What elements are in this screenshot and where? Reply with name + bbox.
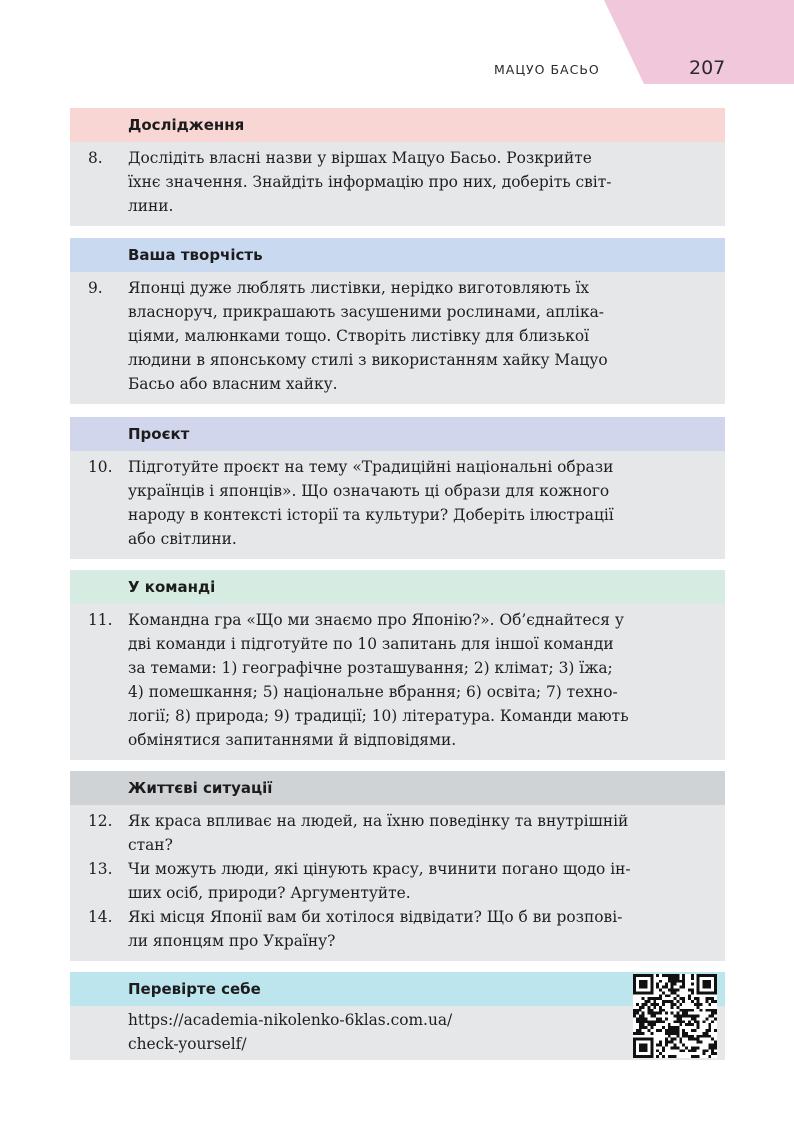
task-number: 10.	[88, 458, 113, 476]
task-text: Підготуйте проєкт на тему «Традиційні національні образи українців і японців». Що означають ці образи для кожного народу в контексті історії та культури? Доберіть ілюстрації або світлини.	[128, 458, 614, 548]
section-life-situations	[70, 771, 725, 961]
task-item	[82, 857, 713, 905]
qr-code-icon	[633, 974, 717, 1058]
task-item	[82, 905, 713, 953]
task-number: 8.	[88, 149, 103, 167]
section-creativity	[70, 238, 725, 404]
task-number: 9.	[88, 279, 103, 297]
task-text: Командна гра «Що ми знаємо про Японію?». Об’єднайтеся у дві команди і підготуйте по 10 запитань для іншої команди за темами: 1) географічне розташування; 2) клімат; 3) їжа; 4) помешкання; 5) національне вбрання; 6) освіта; 7) техно- логії; 8) природа; 9) традиції; 10) література. Команди мають обмінятися запитаннями й відповідями.	[128, 611, 629, 749]
task-number: 13.	[88, 860, 113, 878]
self-check-link[interactable]: https://academia-nikolenko-6klas.com.ua/ check-yourself/	[128, 1011, 453, 1053]
section-title: У команді	[70, 570, 725, 604]
task-text: Японці дуже люблять листівки, нерідко виготовляють їх власноруч, прикрашають засушеними рослинами, апліка- ціями, малюнками тощо. Створіть листівку для близької людини в японському стилі з використанням хайку Мацуо Басьо або власним хайку.	[128, 279, 608, 393]
section-title: Дослідження	[70, 108, 725, 142]
task-text: Чи можуть люди, які цінують красу, вчинити погано щодо ін- ших осіб, природи? Аргументуйте.	[128, 860, 631, 902]
task-item	[82, 809, 713, 857]
section-self-check	[70, 972, 725, 1060]
section-title: Проєкт	[70, 417, 725, 451]
task-number: 12.	[88, 812, 113, 830]
task-number: 14.	[88, 908, 113, 926]
running-head: МАЦУО БАСЬО	[494, 62, 600, 77]
task-text: Як краса впливає на людей, на їхню поведінку та внутрішній стан?	[128, 812, 629, 854]
section-team	[70, 570, 725, 760]
section-research	[70, 108, 725, 226]
task-item	[82, 146, 713, 218]
section-project	[70, 417, 725, 559]
section-title: Життєві ситуації	[70, 771, 725, 805]
section-title: Ваша творчість	[70, 238, 725, 272]
task-text: Дослідіть власні назви у віршах Мацуо Басьо. Розкрийте їхнє значення. Знайдіть інформацію про них, доберіть світ- лини.	[128, 149, 612, 215]
task-text: Які місця Японії вам би хотілося відвідати? Що б ви розпові- ли японцям про Україну?	[128, 908, 623, 950]
task-number: 11.	[88, 611, 113, 629]
task-item	[82, 276, 713, 396]
section-title: Перевірте себе	[70, 972, 725, 1006]
page-number: 207	[689, 57, 726, 79]
task-item	[82, 608, 713, 752]
task-item	[82, 455, 713, 551]
